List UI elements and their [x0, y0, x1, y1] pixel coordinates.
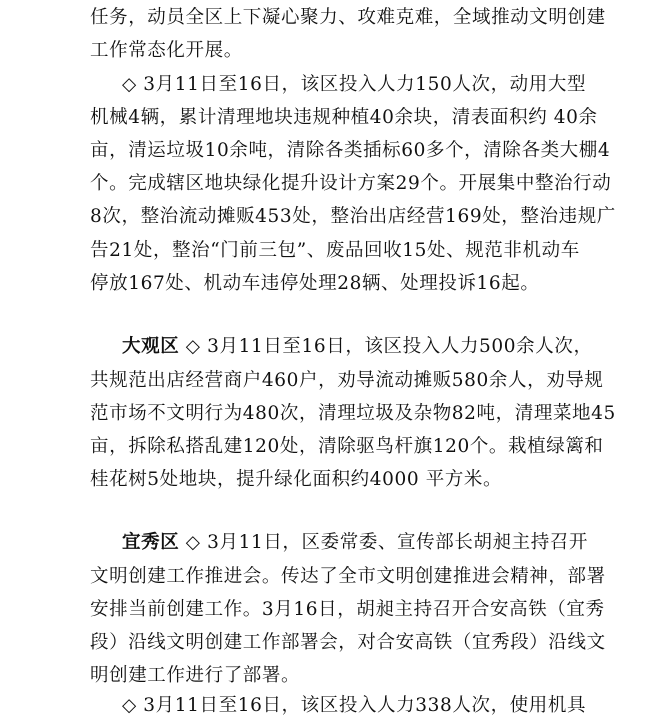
text-line: 8次，整治流动摊贩453处，整治出店经营169处，整治违规广 — [90, 206, 616, 227]
text-line: ◇ 3月11日至16日，该区投入人力338人次，使用机具 — [122, 695, 587, 716]
text-line: 文明创建工作推进会。传达了全市文明创建推进会精神，部署 — [90, 566, 606, 587]
district-heading: 大观区 — [122, 336, 180, 357]
district-heading: 宜秀区 — [122, 532, 180, 553]
text-line: 安排当前创建工作。3月16日，胡昶主持召开合安高铁（宜秀 — [90, 599, 605, 620]
text-line: 机械4辆，累计清理地块违规种植40余块，清表面积约 40余 — [90, 107, 598, 128]
text-line: ◇ 3月11日至16日，该区投入人力150人次，动用大型 — [122, 74, 587, 95]
text-line: 任务，动员全区上下凝心聚力、攻难克难，全域推动文明创建 — [90, 7, 606, 28]
text-line: 桂花树5处地块，提升绿化面积约4000 平方米。 — [90, 469, 503, 490]
text-span: ◇ 3月11日，区委常委、宣传部长胡昶主持召开 — [185, 532, 589, 553]
text-line: 亩，清运垃圾10余吨，清除各类插标60多个，清除各类大棚4 — [90, 140, 611, 161]
text-line: 明创建工作进行了部署。 — [90, 665, 301, 686]
text-line: 个。完成辖区地块绿化提升设计方案29个。开展集中整治行动 — [90, 173, 612, 194]
district-paragraph-first-line — [122, 528, 602, 558]
text-line: 停放167处、机动车违停处理28辆、处理投诉16起。 — [90, 273, 540, 294]
text-span: ◇ 3月11日至16日，该区投入人力500余人次， — [185, 336, 593, 357]
text-line: 段）沿线文明创建工作部署会，对合安高铁（宜秀段）沿线文 — [90, 632, 606, 653]
text-line: 工作常态化开展。 — [90, 40, 243, 61]
district-paragraph-first-line — [122, 332, 602, 362]
text-line: 共规范出店经营商户460户，劝导流动摊贩580余人，劝导规 — [90, 370, 604, 391]
text-line: 亩，拆除私搭乱建120处，清除驱鸟杆旗120个。栽植绿篱和 — [90, 436, 604, 457]
text-line: 范市场不文明行为480次，清理垃圾及杂物82吨，清理菜地45 — [90, 403, 616, 424]
text-line: 告21处，整治“门前三包”、废品回收15处、规范非机动车 — [90, 240, 580, 261]
